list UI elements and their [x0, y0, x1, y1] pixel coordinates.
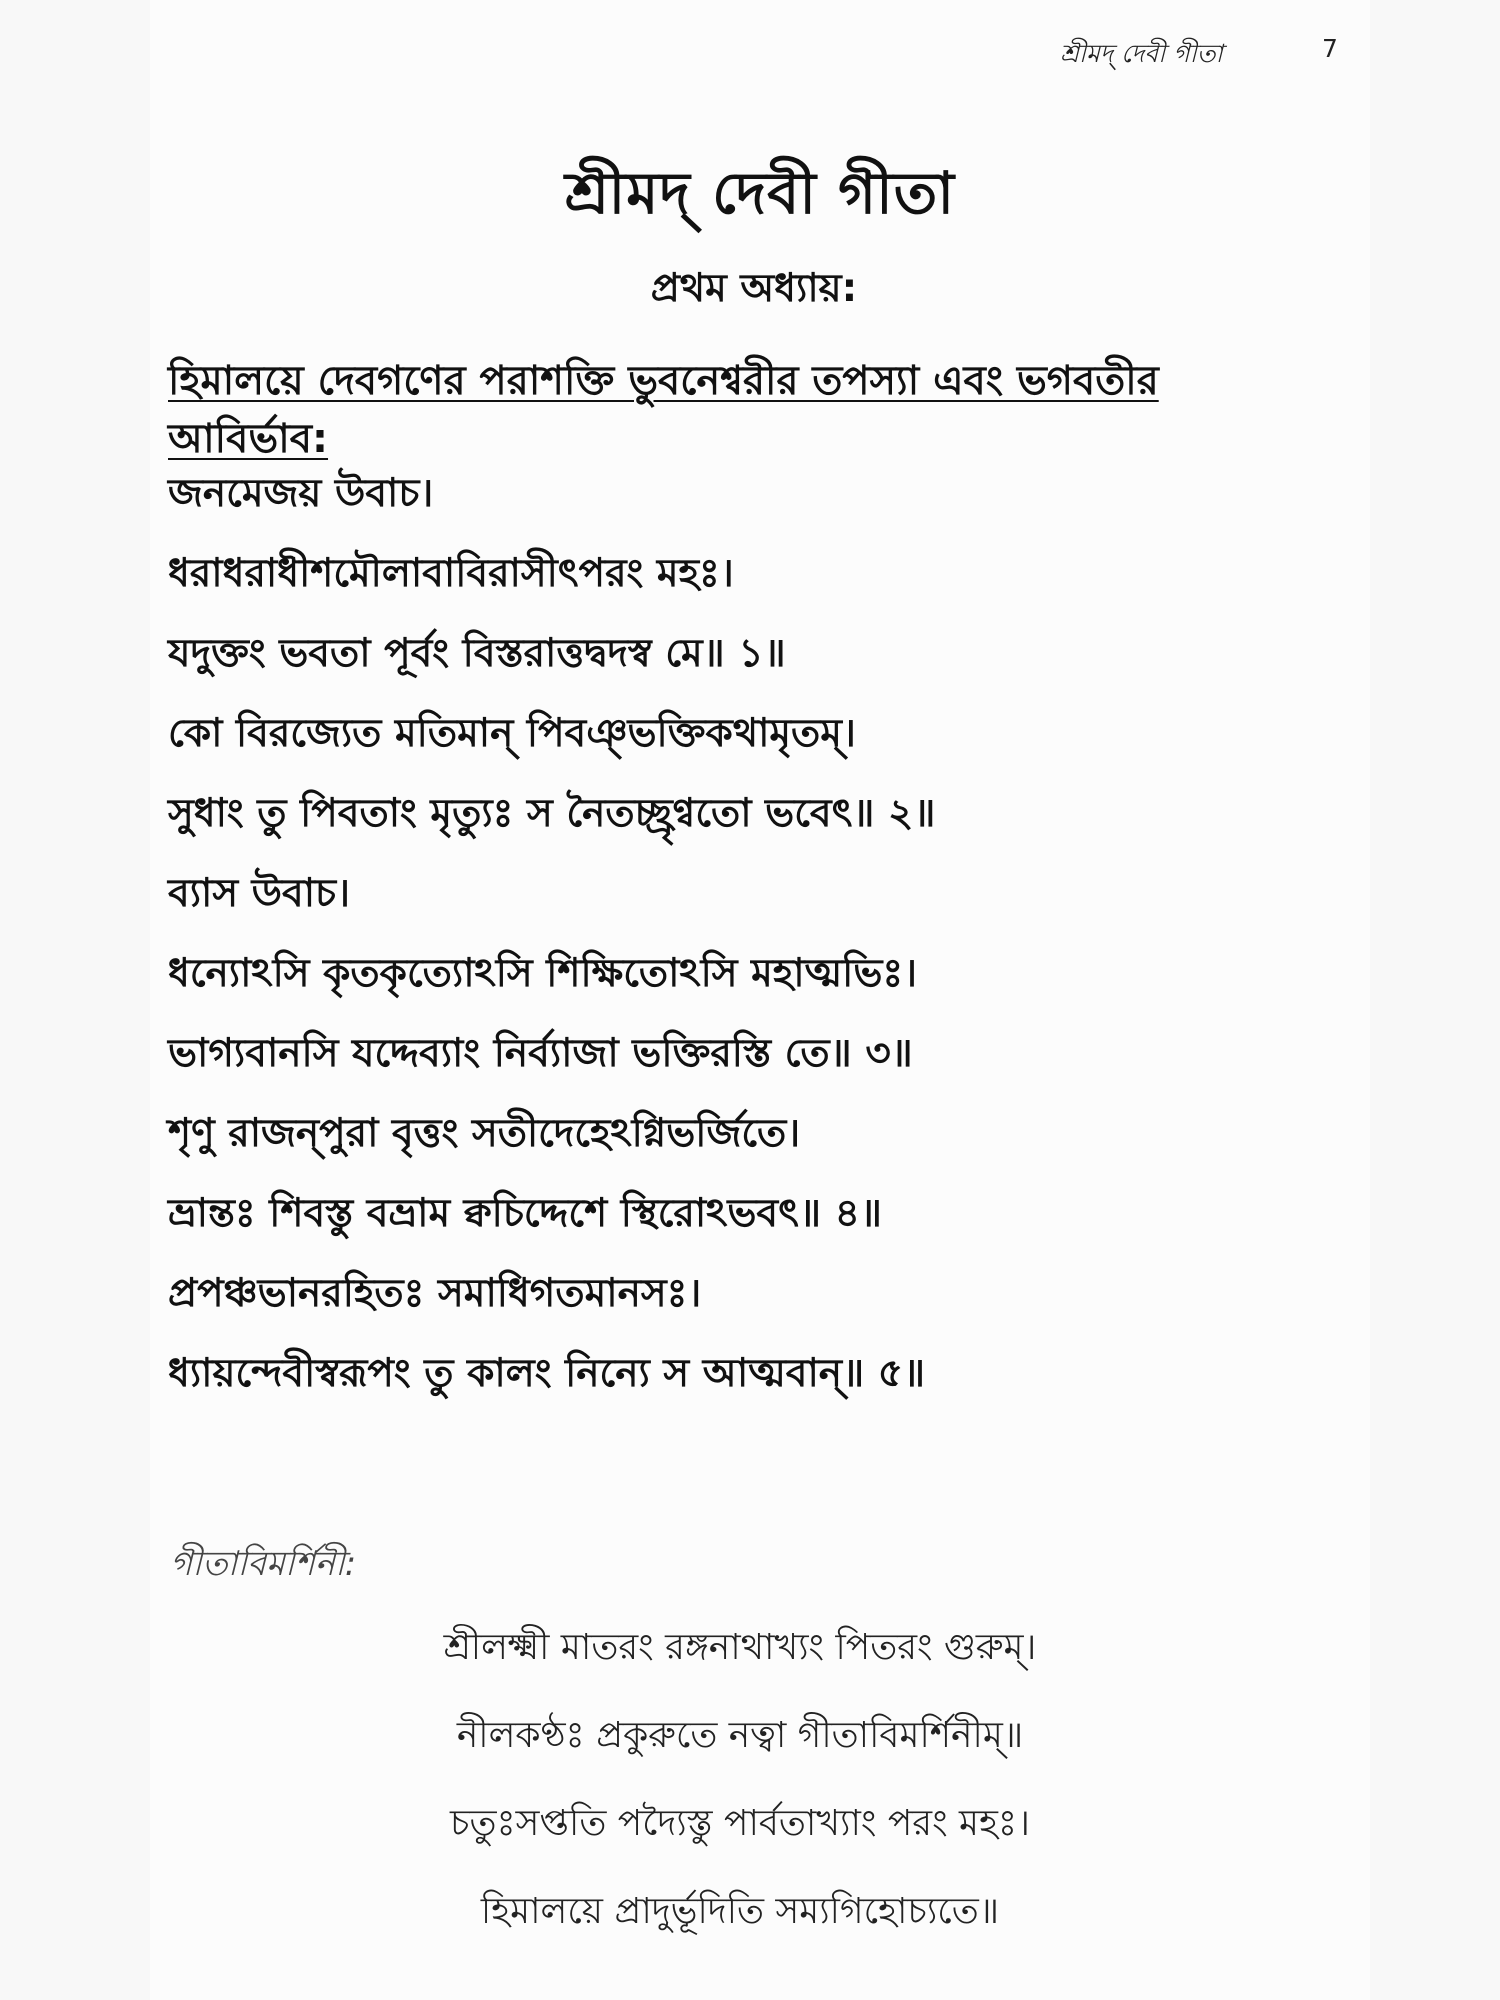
verse-line: ধরাধরাধীশমৌলাবাবিরাসীৎপরং মহঃ।: [168, 551, 734, 596]
verse-line: ধন্যোঽসি কৃতকৃত্যোঽসি শিক্ষিতোঽসি মহাত্মভিঃ।: [168, 951, 918, 996]
verse-line: ব্যাস উবাচ।: [168, 871, 351, 916]
verse-line: প্রপঞ্চভানরহিতঃ সমাধিগতমানসঃ।: [168, 1271, 702, 1316]
verse-list: [168, 464, 1208, 1424]
section-heading: হিমালয়ে দেবগণের পরাশক্তি ভুবনেশ্বরীর তপস্যা এবং ভগবতীর আবির্ভাব:: [168, 358, 1159, 462]
verse-line: কো বিরজ্যেত মতিমান্ পিবঞ্ভক্তিকথামৃতম্।: [168, 711, 856, 756]
page-number: 7: [1322, 34, 1338, 63]
verse-line: যদুক্তং ভবতা পূর্বং বিস্তরাত্তদ্বদস্ব মে॥ ১॥: [168, 631, 786, 676]
verse-line: ধ্যায়ন্দেবীস্বরূপং তু কালং নিন্যে স আত্মবান্॥ ৫॥: [168, 1351, 926, 1396]
commentary-line: শ্রীলক্ষ্মী মাতরং রঙ্গনাথাখ্যং পিতরং গুরুম্।: [443, 1627, 1037, 1668]
commentary-line: চতুঃসপ্ততি পদ্যৈস্তু পার্বতাখ্যাং পরং মহঃ।: [450, 1803, 1030, 1844]
verse-line: ভ্রান্তঃ শিবস্তু বভ্রাম ক্বচিদ্দেশে স্থিরোঽভবৎ॥ ৪॥: [168, 1191, 882, 1236]
verse-line: ভাগ্যবানসি যদ্দেব্যাং নির্ব্যাজা ভক্তিরস্তি তে॥ ৩॥: [168, 1031, 913, 1076]
commentary-line: হিমালয়ে প্রাদুর্ভূদিতি সম্যগিহোচ্যতে॥: [480, 1891, 1000, 1932]
verse-line: জনমেজয় উবাচ।: [168, 471, 434, 516]
page-title: শ্রীমদ্ দেবী গীতা: [564, 158, 956, 227]
chapter-heading: প্রথম অধ্যায়:: [650, 266, 858, 312]
running-header-title: শ্রীমদ্ দেবী গীতা: [1060, 39, 1223, 68]
commentary-line: নীলকণ্ঠঃ প্রকুরুতে নত্বা গীতাবিমর্শিনীম্॥: [456, 1715, 1024, 1756]
verse-line: সুধাং তু পিবতাং মৃত্যুঃ স নৈতচ্ছ্রৃণ্বতো ভবেৎ॥ ২॥: [168, 791, 936, 836]
commentary-list: [360, 1618, 1120, 1970]
commentary-label: গীতাবিমর্শিনী:: [170, 1544, 357, 1584]
verse-line: শৃণু রাজন্পুরা বৃত্তং সতীদেহেঽগ্নিভর্জিতে।: [168, 1111, 801, 1156]
